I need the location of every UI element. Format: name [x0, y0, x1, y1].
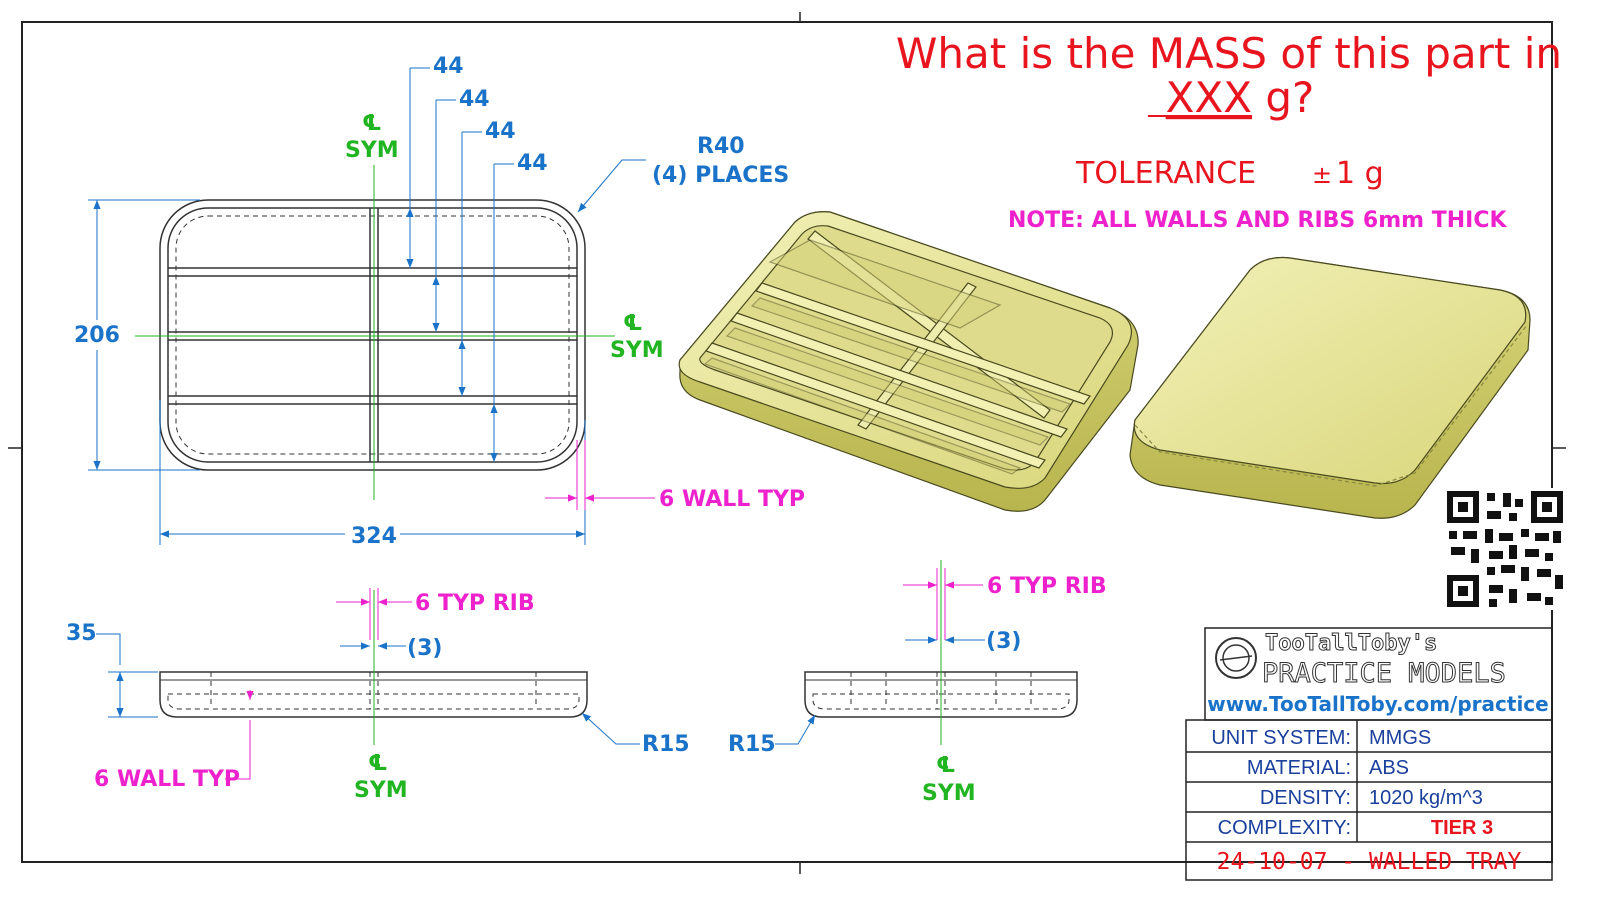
sym-label-side-left: SYM — [354, 778, 408, 803]
unit-system-label: UNIT SYSTEM: — [1211, 727, 1351, 749]
tolerance-value: 1 g — [1336, 156, 1384, 191]
rib-half-paren-left: (3) — [407, 636, 443, 661]
complexity-value: TIER 3 — [1430, 817, 1494, 839]
question-line-2 — [1166, 73, 1315, 122]
r40-leader — [578, 160, 646, 212]
material-value: ABS — [1369, 757, 1410, 779]
rib-half-value-right: 3 — [996, 629, 1012, 654]
brand-practice-models: PRACTICE MODELS — [1262, 658, 1506, 689]
corner-radius-label: R40 — [697, 134, 745, 159]
corner-radius-qty-label: (4) PLACES — [652, 163, 790, 188]
density-label: DENSITY: — [1259, 787, 1351, 809]
question-unit: g? — [1252, 73, 1315, 122]
height-label: 206 — [74, 323, 120, 348]
isometric-tray-bottom — [1130, 258, 1530, 519]
tolerance-label: TOLERANCE — [1076, 156, 1257, 191]
r15-leader-left — [582, 713, 640, 744]
complexity-label: COMPLEXITY: — [1217, 817, 1351, 839]
material-label: MATERIAL: — [1246, 757, 1351, 779]
question-xxx: XXX — [1165, 73, 1253, 122]
depth-dimension — [96, 634, 158, 717]
drawing-title: 24-10-07 - WALLED TRAY — [1216, 849, 1522, 875]
rib-typ-label-right: 6 TYP RIB — [987, 574, 1107, 599]
width-label: 324 — [351, 524, 397, 549]
depth-label: 35 — [66, 621, 97, 646]
wall-dimension-side — [225, 690, 250, 779]
website-url[interactable]: www.TooTallToby.com/practice — [1207, 692, 1549, 716]
top-view — [160, 200, 585, 470]
sym-label-right: SYM — [610, 338, 664, 363]
thickness-note: NOTE: ALL WALLS AND RIBS 6mm THICK — [1008, 208, 1507, 233]
wall-typ-label-top: 6 WALL TYP — [659, 487, 806, 512]
tolerance-pm: ± — [1312, 161, 1333, 189]
cl-symbol-side-right: ℄ — [936, 753, 956, 778]
brand-name: TooTallToby's — [1265, 631, 1438, 656]
r15-leader-right — [775, 715, 815, 744]
rib-spacing-label-1: 44 — [433, 54, 464, 79]
rib-spacing-label-4: 44 — [517, 151, 548, 176]
bottom-radius-label-right: R15 — [728, 732, 776, 757]
cl-symbol-right: ℄ — [623, 311, 643, 336]
isometric-tray — [679, 212, 1138, 512]
unit-system-value: MMGS — [1369, 727, 1432, 749]
wall-typ-label-side: 6 WALL TYP — [94, 767, 241, 792]
rib-dimension-right — [903, 568, 985, 640]
wall-dimension-top — [545, 440, 655, 510]
sym-label-top: SYM — [345, 138, 399, 163]
logo-icon — [1216, 638, 1256, 678]
rib-typ-label-left: 6 TYP RIB — [415, 591, 535, 616]
cl-symbol-side-left: ℄ — [368, 751, 388, 776]
rib-spacing-label-2: 44 — [459, 87, 490, 112]
qr-code — [1444, 488, 1566, 610]
rib-half-value-left: 3 — [417, 636, 433, 661]
density-value: 1020 kg/m^3 — [1369, 787, 1483, 809]
rib-spacing-label-3: 44 — [485, 119, 516, 144]
sym-label-side-right: SYM — [922, 781, 976, 806]
cl-symbol-top: ℄ — [362, 111, 382, 136]
bottom-radius-label-left: R15 — [642, 732, 690, 757]
question-line-1: What is the MASS of this part in — [895, 29, 1562, 78]
rib-half-paren-right: (3) — [986, 629, 1022, 654]
